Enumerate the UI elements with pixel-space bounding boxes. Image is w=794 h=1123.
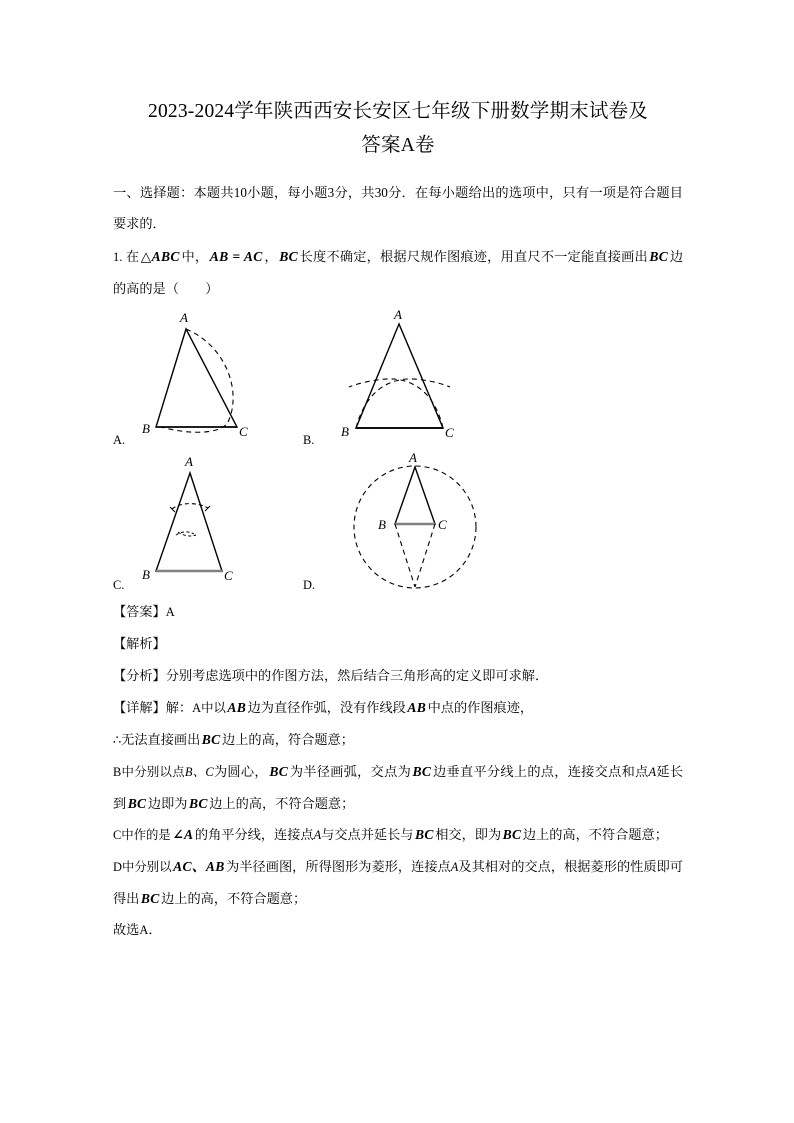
opt-b-ref: B中分别以点 bbox=[113, 765, 185, 779]
stem-math-bc-2: BC bbox=[649, 249, 669, 264]
option-figures bbox=[113, 306, 683, 596]
question-1-stem bbox=[113, 241, 683, 304]
option-d-figure bbox=[345, 451, 505, 596]
option-a-vertex-c: C bbox=[239, 424, 248, 439]
option-d-cell[interactable] bbox=[303, 451, 588, 596]
math-bc-6: BC bbox=[127, 796, 147, 811]
section-heading: 一、选择题：本题共10小题，每小题3分，共30分．在每小题给出的选项中，只有一项是符合题目要求的． bbox=[113, 185, 683, 231]
analysis-tag-line bbox=[113, 628, 683, 660]
option-b-label: B. bbox=[303, 433, 315, 447]
option-b-vertex-a: A bbox=[394, 307, 402, 322]
c-text-5: 边上的高，不符合题意； bbox=[522, 827, 668, 842]
analysis-tag: 【解析】 bbox=[113, 637, 166, 652]
point-a-ref-d: A bbox=[450, 860, 459, 874]
points-b-c: B、C bbox=[184, 765, 214, 779]
stem-text-4: 长度不确定，根据尺规作图痕迹，用直尺不一定能直接画出 bbox=[299, 249, 648, 264]
d-text-4: 边上的高，不符合题意； bbox=[161, 891, 307, 906]
stem-text-1: 在 bbox=[125, 249, 140, 264]
xiangjie-lead: 解： bbox=[165, 700, 193, 715]
math-bc-10: BC bbox=[140, 891, 160, 906]
point-a-ref-b: A bbox=[648, 765, 657, 779]
option-row-1 bbox=[113, 306, 683, 451]
b-text-4: 边垂直平分线上的点，连接交点和点 bbox=[432, 764, 649, 779]
math-bc-3: BC bbox=[201, 732, 221, 747]
c-text-4: 相交，即为 bbox=[435, 827, 502, 842]
option-b-vertex-c: C bbox=[445, 425, 454, 440]
answer-line bbox=[113, 596, 683, 628]
fenxi-text: 分别考虑选项中的作图方法，然后结合三角形高的定义即可求解． bbox=[165, 668, 549, 683]
answer-tag: 【答案】 bbox=[113, 605, 166, 620]
option-b-vertex-b: B bbox=[341, 424, 349, 439]
option-d-vertex-b: B bbox=[378, 517, 386, 532]
option-a-vertex-b: B bbox=[142, 421, 150, 436]
fenxi-tag: 【分析】 bbox=[113, 669, 166, 684]
b-text-6: 边即为 bbox=[147, 796, 188, 811]
xiangjie-line-a-conclusion bbox=[113, 724, 683, 756]
d-text-3: 及其相对的交点，根据菱形的性质即可得出 bbox=[113, 859, 683, 906]
concl-text-1: 无法直接画出 bbox=[121, 732, 201, 747]
xiangjie-line-c bbox=[113, 819, 683, 851]
stem-math-triangle-abc: △ABC bbox=[140, 249, 180, 264]
stem-math-ab-eq-ac: AB = AC bbox=[209, 249, 263, 264]
page-title-line-2: 答案A卷 bbox=[361, 135, 435, 156]
math-angle-a: ∠A bbox=[172, 827, 194, 842]
b-text-2: 为圆心， bbox=[213, 764, 268, 779]
option-a-vertex-a: A bbox=[180, 310, 188, 325]
answer-value: A bbox=[165, 605, 175, 619]
option-c-figure bbox=[139, 451, 289, 591]
point-a-ref-c: A bbox=[313, 828, 322, 842]
xiangjie-line-b bbox=[113, 756, 683, 819]
final-answer-line bbox=[113, 914, 683, 946]
opt-c-ref: C中作的是 bbox=[113, 828, 171, 842]
therefore-symbol: ∴ bbox=[113, 733, 122, 748]
stem-math-bc-1: BC bbox=[279, 249, 298, 264]
math-bc-4: BC bbox=[269, 764, 289, 779]
math-ab-3: AB bbox=[227, 700, 247, 715]
math-bc-5: BC bbox=[412, 764, 432, 779]
final-answer-value: A bbox=[139, 923, 149, 937]
option-row-2 bbox=[113, 451, 683, 596]
option-d-vertex-a: A bbox=[409, 451, 417, 465]
b-text-7: 边上的高，不符合题意； bbox=[209, 796, 355, 811]
option-b-figure bbox=[337, 306, 487, 446]
c-text-2: 的角平分线，连接点 bbox=[194, 827, 314, 842]
c-text-3: 与交点并延长与 bbox=[321, 827, 414, 842]
option-c-label: C. bbox=[113, 578, 125, 592]
option-c-vertex-a: A bbox=[185, 454, 193, 469]
option-a-figure bbox=[139, 306, 289, 446]
page-title bbox=[113, 95, 683, 163]
stem-text-5: 边的高的是（ ） bbox=[113, 249, 684, 296]
xiangjie-tag: 【详解】 bbox=[113, 701, 166, 716]
opt-a-ref: A中以 bbox=[192, 701, 226, 715]
b-text-5: 延长到 bbox=[113, 764, 684, 811]
concl-text-2: 边上的高，符合题意； bbox=[222, 732, 354, 747]
xiangjie-a-text-2: 边为直径作弧，没有作线段 bbox=[247, 700, 406, 715]
xiangjie-line-d bbox=[113, 851, 683, 914]
stem-text-3: ， bbox=[264, 249, 278, 264]
document-content bbox=[113, 95, 683, 946]
final-text-2: ． bbox=[148, 922, 162, 937]
stem-text-2: 中， bbox=[181, 249, 209, 264]
math-bc-8: BC bbox=[414, 827, 434, 842]
math-bc-9: BC bbox=[502, 827, 522, 842]
option-b-cell[interactable] bbox=[303, 306, 588, 451]
math-ab-4: AB bbox=[407, 700, 427, 715]
option-a-label: A. bbox=[113, 433, 126, 447]
xiangjie-a-text-3: 中点的作图痕迹， bbox=[427, 700, 534, 715]
option-c-vertex-b: B bbox=[142, 567, 150, 582]
page-title-line-1: 2023-2024学年陕西西安长安区七年级下册数学期末试卷及 bbox=[148, 101, 648, 122]
b-text-3: 为半径画弧，交点为 bbox=[289, 764, 412, 779]
math-bc-7: BC bbox=[188, 796, 208, 811]
opt-d-ref: D中分别以 bbox=[113, 860, 172, 874]
question-number: 1. bbox=[113, 250, 123, 264]
option-d-vertex-c: C bbox=[438, 517, 447, 532]
d-text-2: 为半径画图，所得图形为菱形，连接点 bbox=[226, 859, 451, 874]
fenxi-line bbox=[113, 660, 683, 692]
xiangjie-line-a bbox=[113, 692, 683, 724]
final-text-1: 故选 bbox=[113, 922, 140, 937]
math-ac-ab: AC、AB bbox=[173, 859, 225, 874]
option-c-vertex-c: C bbox=[224, 568, 233, 583]
option-d-label: D. bbox=[303, 578, 316, 592]
